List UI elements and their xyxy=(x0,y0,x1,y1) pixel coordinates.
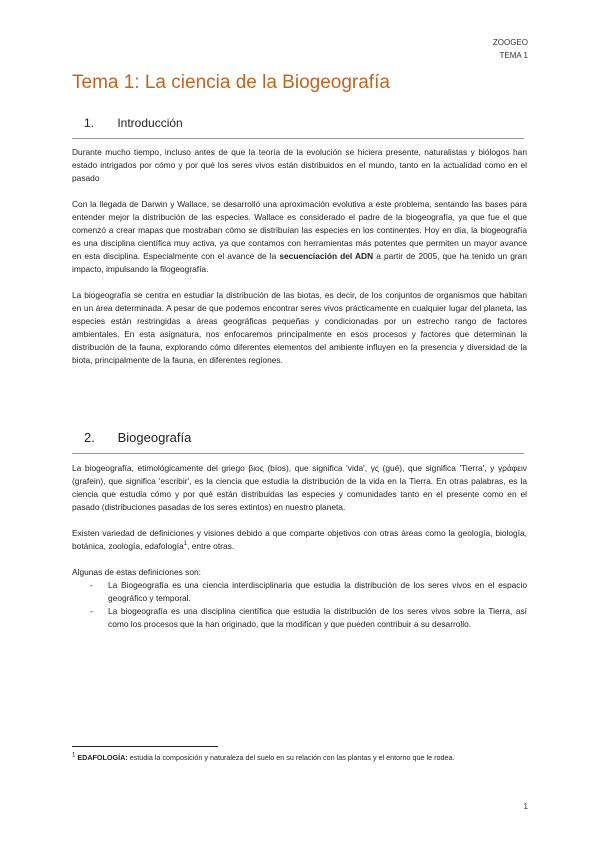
bullet-dash: - xyxy=(90,580,93,590)
page-title: Tema 1: La ciencia de la Biogeografía xyxy=(72,72,390,93)
definitions-intro: Algunas de estas definiciones son: xyxy=(72,567,201,577)
bold-term-adn: secuenciación del ADN xyxy=(279,251,374,261)
header-topic: TEMA 1 xyxy=(499,51,528,60)
paragraph-text: , entre otras. xyxy=(187,541,235,551)
running-header xyxy=(493,36,528,62)
definitions-list xyxy=(72,579,527,631)
list-item-text: La Biogeografía es una ciencia interdisciplinaria que estudia la distribución de los seres vivos en el espacio geográfico y temporal. xyxy=(108,580,527,603)
section-2-paragraph-2 xyxy=(72,527,527,553)
list-item-text: La biogeografía es una disciplina científica que estudia la distribución de los seres vivos sobre la Tierra, así como los procesos que la han originado, que la modifican y que pueden contribuir a su desarrollo. xyxy=(108,606,527,629)
footnote-text: estudia la composición y naturaleza del suelo en su relación con las plantas y el entorno que le rodea. xyxy=(127,753,455,762)
footnote-reference[interactable]: 1 xyxy=(183,541,188,548)
section-2-heading xyxy=(72,430,524,454)
section-1-body xyxy=(72,146,527,367)
header-course: ZOOGEO xyxy=(492,38,528,47)
page-number: 1 xyxy=(523,802,528,811)
list-item xyxy=(72,605,527,631)
section-1-heading xyxy=(72,116,524,139)
section-1-number: 1. xyxy=(84,116,95,130)
list-item xyxy=(72,579,527,605)
section-1-paragraph-2 xyxy=(72,198,527,276)
footnote-term: EDAFOLOGÍA: xyxy=(77,753,128,762)
footnote-divider xyxy=(72,746,218,747)
footnote xyxy=(72,752,530,764)
section-1-title: Introducción xyxy=(117,116,183,130)
paragraph-text: Con la llegada de Darwin y Wallace, se desarrolló una aproximación evolutiva a este problema, sentando las bases para entender mejor la distribución de las especies. Wallace es considerado el padre de la biogeografía, ya que fue el que comenzó a crear mapas que mostraban cómo se distribuían las especies en los continentes. Hoy en día, la biogeografía es una disciplina científica muy activa, ya que contamos con herramientas más potentes que permiten un mayor avance en esta disciplina. Especialmente con el avance de la xyxy=(72,199,527,261)
section-1-paragraph-1: Durante mucho tiempo, incluso antes de que la teoría de la evolución se hiciera presente, naturalistas y biólogos han estado intrigados por cómo y por qué los seres vivos están distribuidos en el mundo, tanto en la actualidad como en el pasado xyxy=(72,147,527,183)
bullet-dash: - xyxy=(90,606,93,616)
paragraph-text: a partir de 2005, que ha tenido un gran impacto, impulsando la filogeografía. xyxy=(72,251,527,274)
section-1-paragraph-3: La biogeografía se centra en estudiar la distribución de las biotas, es decir, de los conjuntos de organismos que habitan en un área determinada. A pesar de que podemos encontrar seres vivos prácticamente en cualquier lugar del planeta, las especies están restringidas a áreas geográficas pequeñas y condicionadas por un estrecho rango de factores ambientales. En esta asignatura, nos enfocaremos principalmente en esos procesos y factores que determinan la distribución de la fauna, explorando cómo diferentes elementos del ambiente influyen en la presencia y diversidad de la biota, principalmente de la fauna, en diferentes regiones. xyxy=(72,290,527,365)
paragraph-text: Existen variedad de definiciones y visiones debido a que comparte objetivos con otras áreas como la geología, biología, botánica, zoología, edafología xyxy=(72,528,527,551)
section-2-paragraph-1: La biogeografía, etimológicamente del griego βιος (bíos), que significa 'vida', γς (gué), que significa 'Tierra', y γράφειν (grafein), que significa 'escribir', es la ciencia que estudia la distribución de la vida en la Tierra. En otras palabras, es la ciencia que estudia cómo y por qué están distribuidas las especies y comunidades tanto en el presente como en el pasado (distribuciones pasadas de los seres extintos) en nuestro planeta. xyxy=(72,463,527,512)
footnote-mark: 1 xyxy=(72,752,76,759)
section-2-title: Biogeografía xyxy=(117,430,192,445)
section-2-number: 2. xyxy=(84,430,95,445)
section-2-body xyxy=(72,462,527,631)
